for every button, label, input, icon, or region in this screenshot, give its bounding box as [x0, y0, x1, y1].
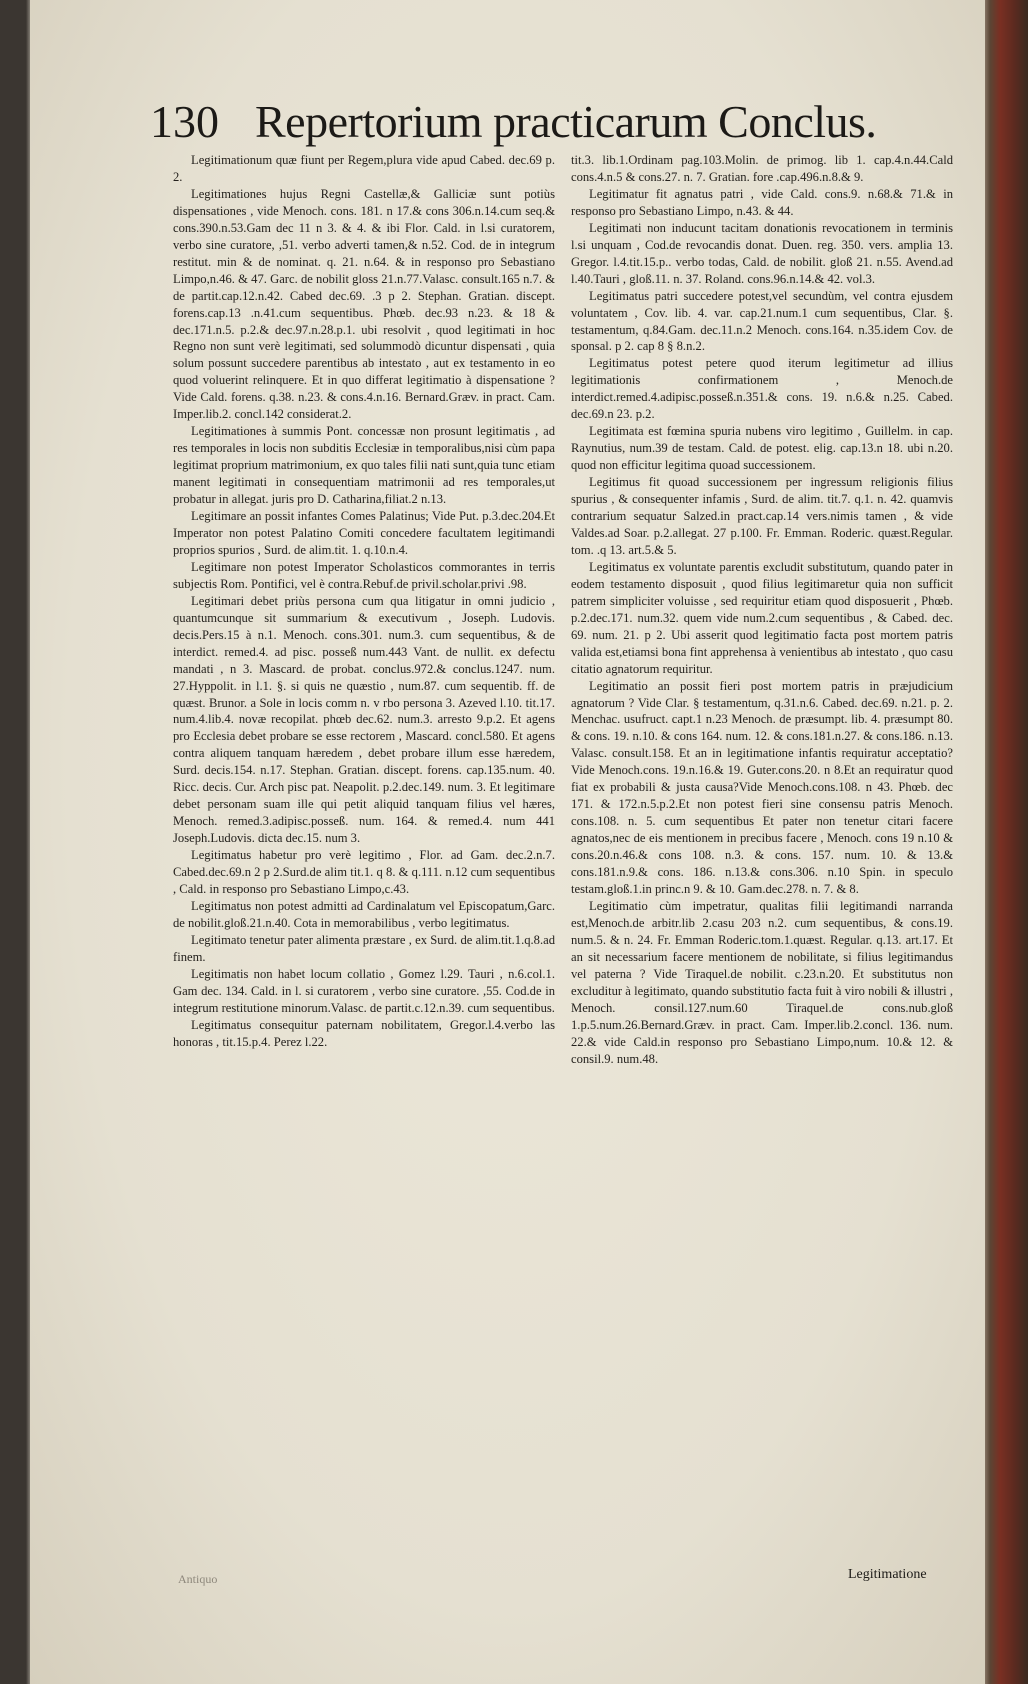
entry-paragraph: Legitimatus non potest admitti ad Cardinalatum vel Episcopatum,Garc. de nobilit.gloß.21.n.40. Cota in memorabilibus , verbo legitimatus.	[173, 898, 555, 930]
entry-paragraph: Legitimatus potest petere quod iterum legitimetur ad illius legitimationis confirmationem , Menoch.de interdict.remed.4.adipisc.posseß.n.351.& cons. 19. n.6.& n.25. Cabed. dec.69.n 23. p.2.	[571, 356, 953, 422]
right-column	[571, 152, 953, 1067]
entry-paragraph: Legitimare an possit infantes Comes Palatinus; Vide Put. p.3.dec.204.Et Imperator non potest Palatino Comiti concedere facultatem legitimandi proprios spurios , Surd. de alim.tit. 1. q.10.n.4.	[173, 509, 555, 557]
signature-mark: Antiquo	[178, 1572, 218, 1586]
page-number: 130	[150, 96, 219, 147]
entry-paragraph: tit.3. lib.1.Ordinam pag.103.Molin. de primog. lib 1. cap.4.n.44.Cald cons.4.n.5 & cons.27. n. 7. Gratian. fore .cap.496.n.8.& 9.	[571, 153, 953, 184]
entry-paragraph: Legitimatus habetur pro verè legitimo , Flor. ad Gam. dec.2.n.7. Cabed.dec.69.n 2 p 2.Surd.de alim tit.1. q 8. & q.111. n.12 cum sequentibus , Cald. in responso pro Sebastiano Limpo,c.43.	[173, 848, 555, 896]
entry-paragraph: Legitimationum quæ fiunt per Regem,plura vide apud Cabed. dec.69 p. 2.	[173, 153, 555, 184]
entry-paragraph: Legitimato tenetur pater alimenta præstare , ex Surd. de alim.tit.1.q.8.ad finem.	[173, 932, 555, 964]
entry-paragraph: Legitimatis non habet locum collatio , Gomez l.29. Tauri , n.6.col.1. Gam dec. 134. Cald. in l. si curatorem , verbo sine curatore. ,55. Cod.de in integrum restitutione minorum.Valasc. de partit.c.12.n.39. cum sequentibus.	[173, 966, 555, 1015]
entry-paragraph: Legitimationes hujus Regni Castellæ,& Galliciæ sunt potiùs dispensationes , vide Menoch. cons. 181. n 17.& cons 306.n.14.cum seq.& cons.390.n.53.Gam dec 11 n 3. & 4. & ibi Flor. Cald. in l.si curatorem, verbo sine curatore, ,51. verbo adverti tamen,& n.52. Cod. de in integrum restitut. min & de nominat. q. 21. n.64. & in responso pro Sebastiano Limpo,n.46. & 47. Garc. de nobilit gloss 21.n.77.Valasc. consult.165 n.7. & de partit.cap.12.n.42. Cabed dec.69. .3 p 2. Stephan. Gratian. discept. forens.cap.13 .n.41.cum sequentibus. Phœb. dec.93 n.23. & 18 & dec.171.n.5. p.2.& dec.97.n.28.p.1. ubi resolvit , quod legitimati in hoc Regno non sunt verè legitimati, sed solummodò dicuntur dispensati , quia solum possunt succedere parentibus ab intestato , aut ex testamento in eo quod voluerint relinquere. Et in quo differat legitimatio à dispensatione ? Vide Cald. forens. q.38. n.23. & cons.4.n.16. Bernard.Græv. in pract. Cam. Imper.lib.2. concl.142 considerat.2.	[173, 186, 555, 422]
entry-paragraph: Legitimatus ex voluntate parentis excludit substitutum, quando pater in eodem testamento disposuit , quod filius legitimaretur quia non sufficit patrem simpliciter voluisse , sed requiritur etiam quod disposuerit , Phœb. p.2.dec.171. num.32. quem vide num.2.cum sequentibus , & Cabed. dec. 69. num. 21. p 2. Ubi asserit quod legitimatio facta post mortem patris valida est,etiamsi bona fint apprehensa à venientibus ab intestato , quo casu citatio agnatorum requiritur.	[571, 559, 953, 676]
entry-paragraph: Legitimatio an possit fieri post mortem patris in præjudicium agnatorum ? Vide Clar. § testamentum, q.31.n.6. Cabed. dec.69. n.21. p. 2. Menchac. usufruct. capt.1 n.23 Menoch. de præsumpt. lib. 4. præsumpt 80. & cons. 19. n.10. & cons 164. num. 12. & cons.181.n.27. & cons.186. n.13. Valasc. consult.158. Et an in legitimatione infantis requiratur acceptatio?Vide Menoch.cons. 19.n.16.& 19. Guter.cons.20. n 8.Et an requiratur quod fiat ex probabili & justa causa?Vide Menoch.cons.108. n 43. Phœb. dec 171. & 172.n.5.p.2.Et non potest fieri sine consensu patris Menoch. cons.108. n. 5. cum sequentibus Et pater non tenetur citari facere agnatos,nec de eis mentionem in precibus facere , Menoch. cons 19 n.10 & cons.20.n.46.& cons 108. n.3. & cons. 157. num. 10. & 13.& cons.181.n.9.& cons. 186. n.13.& cons.306. n.10 Spin. in speculo testam.gloß.1.in princ.n 9. & 10. Gam.dec.278. n. 7. & 8.	[571, 678, 953, 896]
page-header	[150, 95, 910, 155]
catchword: Legitimatione	[848, 1567, 927, 1582]
entry-paragraph: Legitimus fit quoad successionem per ingressum religionis filius spurius , & consequenter infamis , Surd. de alim. tit.7. q.1. n. 42. quamvis contrarium sequatur Salzed.in pract.cap.14 vers.nimis tamen , & vide Valdes.ad Soar. p.2.allegat. 27 p.100. Fr. Emman. Roderic. quæst.Regular. tom. .q 13. art.5.& 5.	[571, 475, 953, 557]
entry-paragraph: Legitimati non inducunt tacitam donationis revocationem in terminis l.si unquam , Cod.de revocandis donat. Duen. reg. 350. vers. amplia 13. Gregor. l.4.tit.15.p.. verbo todas, Cald. de nobilit. gloß 21. n.55. Avend.ad l.40.Tauri , gloß.11. n. 37. Roland. cons.96.n.14.& 42. vol.3.	[571, 220, 953, 286]
entry-paragraph: Legitimationes à summis Pont. concessæ non prosunt legitimatis , ad res temporales in locis non subditis Ecclesiæ in temporalibus,nisi cùm papa legitimat proprium matrimonium, ex quo tales filii nati sunt,quia tunc etiam manent legitimati in consequentiam matrimonii ad res temporales,ut probatur in allegat. juris pro D. Catharina,filiat.2 n.13.	[173, 424, 555, 507]
entry-paragraph: Legitimari debet priùs persona cum qua litigatur in omni judicio , quantumcunque sit summarium & executivum , Joseph. Ludovis. decis.Pers.15 à n.1. Menoch. cons.301. num.3. cum sequentibus, & de interdict. remed.4. ad pisc. posseß num.443 Vant. de nullit. ex defectu mandati , n 3. Mascard. de probat. conclus.972.& conclus.1247. num. 27.Hyppolit. in l.1. §. si quis ne quæstio , num.87. cum sequentib. ff. de quæst. Brunor. a Sole in locis comm n. v rbo persona 3. Azeved l.10. tit.17. num.4.lib.4. novæ recopilat. phœb dec.62. num.3. arresto 9.p.2. Et agens pro Ecclesia debet probare se esse rectorem , Mascard. concl.580. Et agens contra aliquem tanquam hæredem , debet probare illum esse hæredem, Surd. decis.154. n.17. Stephan. Gratian. discept. forens. cap.135.num. 40. Ricc. decis. Cur. Arch pisc pat. Neapolit. p.2.dec.149. num. 3. Et legitimare debet personam suam ille qui petit aliquid tanquam filius vel hæres, Menoch. remed.3.adipisc.posseß. num. 164. & remed.4. num 441 Joseph.Ludovis. dicta dec.15. num 3.	[173, 593, 555, 846]
running-head: Repertorium practicarum Conclus.	[255, 96, 877, 147]
entry-paragraph: Legitimatus consequitur paternam nobilitatem, Gregor.l.4.verbo las honoras , tit.15.p.4. Perez l.22.	[173, 1017, 555, 1049]
left-column	[173, 152, 555, 1051]
entry-paragraph: Legitimare non potest Imperator Scholasticos commorantes in terris subjectis Rom. Pontifici, vel è contra.Rebuf.de privil.scholar.privi .98.	[173, 559, 555, 591]
entry-paragraph: Legitimatio cùm impetratur, qualitas filii legitimandi narranda est,Menoch.de arbitr.lib 2.casu 203 n.2. cum sequentibus, & cons.19. num.5. & n. 24. Fr. Emman Roderic.tom.1.quæst. Regular. q.13. art.17. Et an sit necessarium facere mentionem de nobilitate, si filius legitimandus vel paterna ? Vide Tiraquel.de nobilit. c.23.n.20. Et substitutus non excluditur à legitimato, quando substitutio facta fuit à viro nobili & illustri , Menoch. consil.127.num.60 Tiraquel.de cons.nub.gloß 1.p.5.num.26.Bernard.Græv. in pract. Cam. Imper.lib.2.concl. 136. num. 22.& vide Cald.in responso pro Sebastiano Limpo,num. 10.& 12. & consil.9. num.48.	[571, 898, 953, 1066]
entry-paragraph: Legitimata est fœmina spuria nubens viro legitimo , Guillelm. in cap. Raynutius, num.39 de testam. Cald. de potest. elig. cap.13.n 18. ubi n.20. quod non efficitur legitima quoad successionem.	[571, 424, 953, 473]
entry-paragraph: Legitimatus patri succedere potest,vel secundùm, vel contra ejusdem voluntatem , Cov. lib. 4. var. cap.21.num.1 cum sequentibus, Clar. §. testamentum, q.84.Gam. dec.11.n.2 Menoch. cons.164. n.35.idem Cov. de sponsal. p 2. cap 8 § 8.n.2.	[571, 288, 953, 354]
entry-paragraph: Legitimatur fit agnatus patri , vide Cald. cons.9. n.68.& 71.& in responso pro Sebastiano Limpo, n.43. & 44.	[571, 186, 953, 218]
